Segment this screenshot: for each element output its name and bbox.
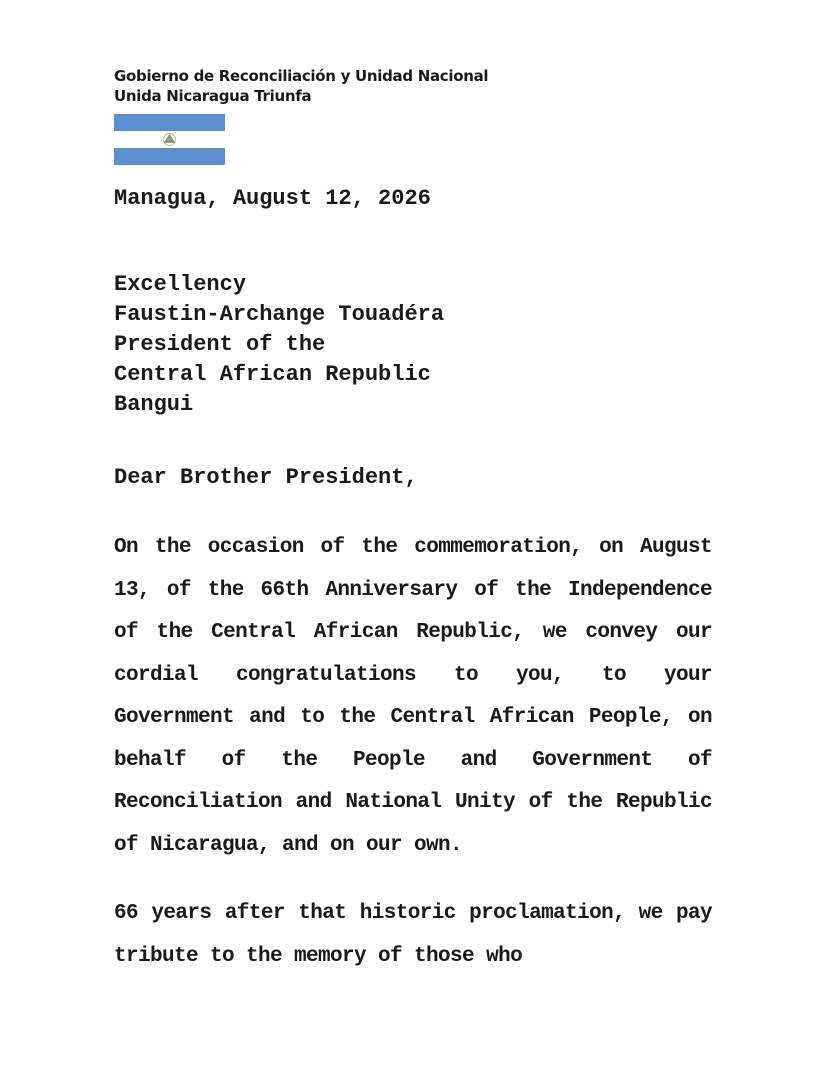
letterhead xyxy=(114,66,488,106)
addressee-block xyxy=(114,270,444,420)
flag-bottom-stripe xyxy=(114,148,225,165)
government-name: Gobierno de Reconciliación y Unidad Nacional xyxy=(114,67,489,85)
letter-date: Managua, August 12, 2026 xyxy=(114,186,431,211)
flag-top-stripe xyxy=(114,114,225,131)
addressee-line: Faustin-Archange Touadéra xyxy=(114,302,445,327)
addressee-line: Bangui xyxy=(114,392,194,417)
government-motto: Unida Nicaragua Triunfa xyxy=(114,87,312,105)
salutation: Dear Brother President, xyxy=(114,465,418,490)
addressee-line: President of the xyxy=(114,332,326,357)
nicaragua-flag-icon xyxy=(114,114,225,165)
body-paragraph-2: 66 years after that historic proclamation, we pay tribute to the memory of those who xyxy=(114,902,712,968)
addressee-line: Central African Republic xyxy=(114,362,431,387)
body-paragraph-1: On the occasion of the commemoration, on August 13, of the 66th Anniversary of the Independence of the Central African Republic, we convey our cordial congratulations to you, to your Government and to the Central African People, on behalf of the People and Government of Reconciliation and National Unity of the Republic of Nicaragua, and on our own. xyxy=(114,536,712,857)
addressee-line: Excellency xyxy=(114,272,247,297)
